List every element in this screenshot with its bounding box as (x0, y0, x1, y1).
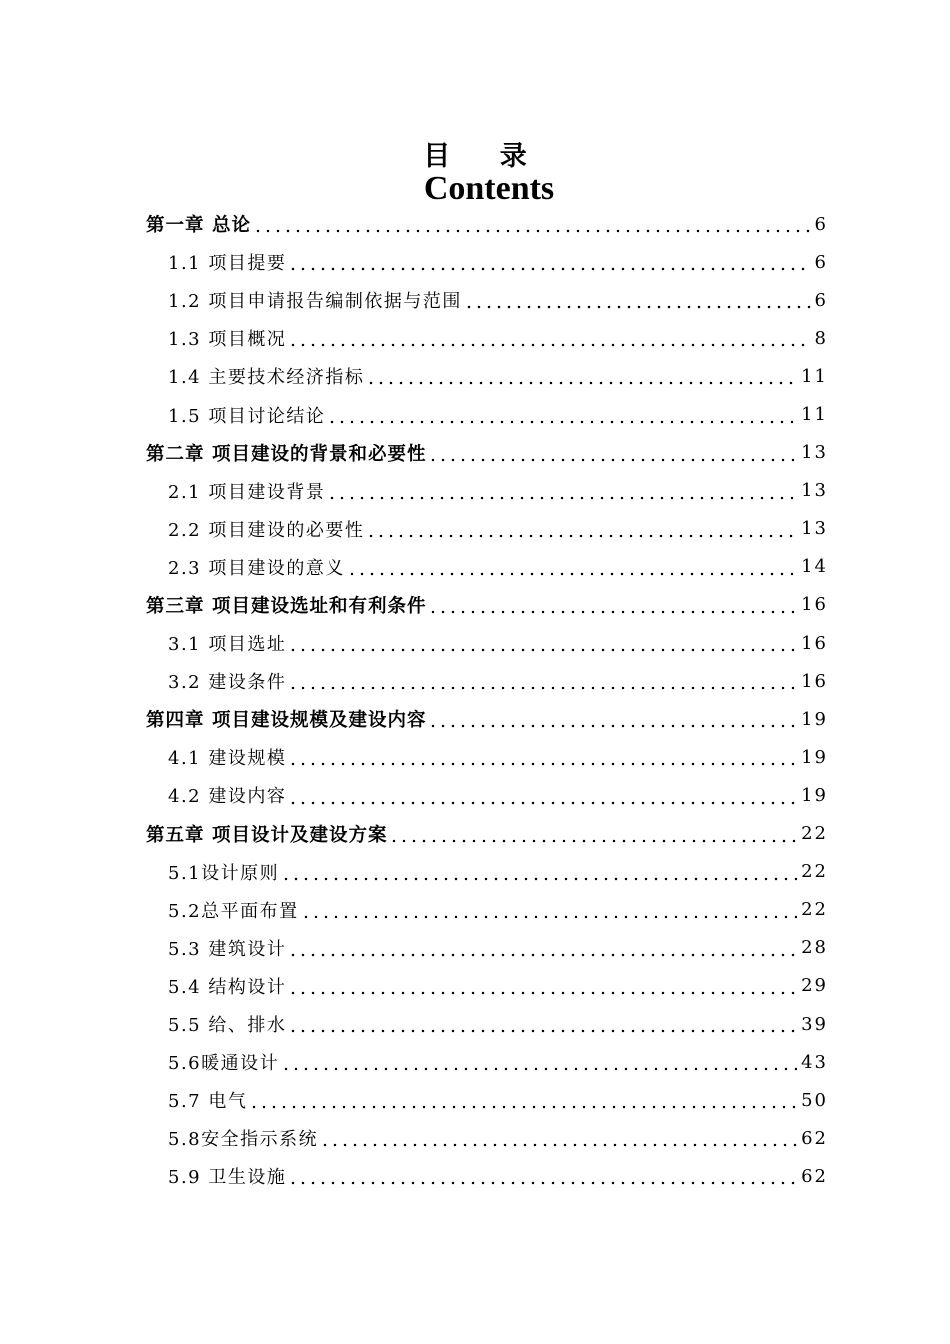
toc-section-entry[interactable] (146, 1043, 828, 1081)
toc-dot-leader (428, 600, 797, 614)
toc-chapter-entry[interactable] (146, 815, 828, 853)
toc-page-number: 22 (801, 861, 828, 883)
toc-page-number: 6 (814, 213, 828, 235)
toc-dot-leader (288, 1171, 797, 1185)
toc-chapter-entry[interactable] (146, 205, 828, 243)
toc-page-number: 22 (801, 899, 828, 921)
toc-chapter-entry[interactable] (146, 586, 828, 624)
toc-dot-leader (288, 676, 797, 690)
toc-section-entry[interactable] (146, 1119, 828, 1157)
toc-entry-title: 1.3 项目概况 (168, 329, 287, 351)
toc-section-entry[interactable] (146, 357, 828, 395)
toc-page-number: 62 (801, 1127, 828, 1149)
toc-section-entry[interactable] (146, 1005, 828, 1043)
toc-section-entry[interactable] (146, 472, 828, 510)
toc-entry-title: 5.2总平面布置 (168, 900, 299, 922)
toc-section-entry[interactable] (146, 662, 828, 700)
toc-dot-leader (301, 905, 797, 919)
toc-section-entry[interactable] (146, 510, 828, 548)
toc-dot-leader (288, 943, 797, 957)
toc-dot-leader (389, 829, 797, 843)
toc-entry-title: 5.7 电气 (168, 1091, 248, 1113)
toc-entry-title: 1.2 项目申请报告编制依据与范围 (168, 291, 462, 313)
toc-section-entry[interactable] (146, 395, 828, 433)
toc-section-entry[interactable] (146, 624, 828, 662)
toc-entry-title: 1.4 主要技术经济指标 (168, 367, 365, 389)
toc-page-number: 19 (801, 746, 828, 768)
toc-dot-leader (464, 295, 811, 309)
toc-dot-leader (366, 371, 797, 385)
toc-section-entry[interactable] (146, 853, 828, 891)
toc-section-entry[interactable] (146, 281, 828, 319)
toc-page-number: 19 (801, 708, 828, 730)
toc-dot-leader (428, 714, 797, 728)
toc-entry-title: 3.1 项目选址 (168, 634, 287, 656)
toc-section-entry[interactable] (146, 548, 828, 586)
toc-page-number: 6 (814, 289, 828, 311)
toc-entry-title: 4.1 建设规模 (168, 748, 287, 770)
toc-chapter-entry[interactable] (146, 700, 828, 738)
toc-entry-title: 1.5 项目讨论结论 (168, 405, 326, 427)
toc-page-number: 13 (801, 442, 828, 464)
toc-entry-title: 2.2 项目建设的必要性 (168, 519, 365, 541)
toc-dot-leader (288, 638, 797, 652)
toc-page-number: 11 (801, 365, 828, 387)
toc-entry-title: 5.6暖通设计 (168, 1053, 280, 1075)
toc-entry-title: 第一章 总论 (146, 215, 251, 237)
toc-section-entry[interactable] (146, 243, 828, 281)
toc-page-number: 8 (814, 327, 828, 349)
toc-dot-leader (320, 1133, 797, 1147)
toc-dot-leader (347, 562, 797, 576)
toc-entry-title: 第四章 项目建设规模及建设内容 (146, 710, 427, 732)
toc-page-number: 11 (801, 404, 828, 426)
toc-dot-leader (366, 524, 797, 538)
toc-dot-leader (253, 219, 811, 233)
toc-entry-title: 2.1 项目建设背景 (168, 481, 326, 503)
toc-entry-title: 5.4 结构设计 (168, 976, 287, 998)
toc-section-entry[interactable] (146, 929, 828, 967)
toc-dot-leader (327, 410, 797, 424)
table-of-contents (146, 205, 828, 1195)
toc-dot-leader (288, 981, 797, 995)
toc-dot-leader (327, 486, 797, 500)
toc-dot-leader (428, 448, 797, 462)
toc-dot-leader (281, 1057, 797, 1071)
toc-page-number: 43 (801, 1051, 828, 1073)
toc-dot-leader (288, 257, 810, 271)
toc-dot-leader (288, 1019, 797, 1033)
toc-title-chinese: 目 录 (423, 141, 547, 172)
toc-dot-leader (249, 1095, 797, 1109)
toc-page-number: 16 (801, 632, 828, 654)
toc-entry-title: 5.3 建筑设计 (168, 938, 287, 960)
toc-entry-title: 第二章 项目建设的背景和必要性 (146, 443, 427, 465)
toc-entry-title: 4.2 建设内容 (168, 786, 287, 808)
toc-entry-title: 5.5 给、排水 (168, 1015, 287, 1037)
toc-page-number: 13 (801, 518, 828, 540)
toc-page-number: 62 (801, 1165, 828, 1187)
toc-dot-leader (281, 867, 797, 881)
toc-section-entry[interactable] (146, 776, 828, 814)
toc-page-number: 29 (801, 975, 828, 997)
toc-page-number: 28 (801, 937, 828, 959)
toc-dot-leader (288, 333, 810, 347)
toc-entry-title: 1.1 项目提要 (168, 253, 287, 275)
toc-page-number: 6 (814, 251, 828, 273)
toc-page-number: 50 (801, 1089, 828, 1111)
toc-section-entry[interactable] (146, 967, 828, 1005)
toc-chapter-entry[interactable] (146, 434, 828, 472)
toc-section-entry[interactable] (146, 1081, 828, 1119)
toc-entry-title: 3.2 建设条件 (168, 672, 287, 694)
toc-page-number: 13 (801, 480, 828, 502)
toc-page-number: 14 (801, 556, 828, 578)
toc-section-entry[interactable] (146, 319, 828, 357)
toc-entry-title: 5.9 卫生设施 (168, 1167, 287, 1189)
toc-dot-leader (288, 791, 797, 805)
toc-section-entry[interactable] (146, 891, 828, 929)
toc-entry-title: 第三章 项目建设选址和有利条件 (146, 595, 427, 617)
toc-entry-title: 5.1设计原则 (168, 862, 280, 884)
toc-section-entry[interactable] (146, 1157, 828, 1195)
toc-entry-title: 2.3 项目建设的意义 (168, 557, 345, 579)
toc-dot-leader (288, 752, 797, 766)
toc-title-english: Contents (423, 170, 555, 207)
toc-entry-title: 第五章 项目设计及建设方案 (146, 824, 388, 846)
toc-page-number: 22 (801, 823, 828, 845)
toc-section-entry[interactable] (146, 738, 828, 776)
toc-entry-title: 5.8安全指示系统 (168, 1129, 319, 1151)
toc-page-number: 16 (801, 670, 828, 692)
toc-page-number: 16 (801, 594, 828, 616)
toc-page-number: 19 (801, 784, 828, 806)
toc-page-number: 39 (801, 1013, 828, 1035)
